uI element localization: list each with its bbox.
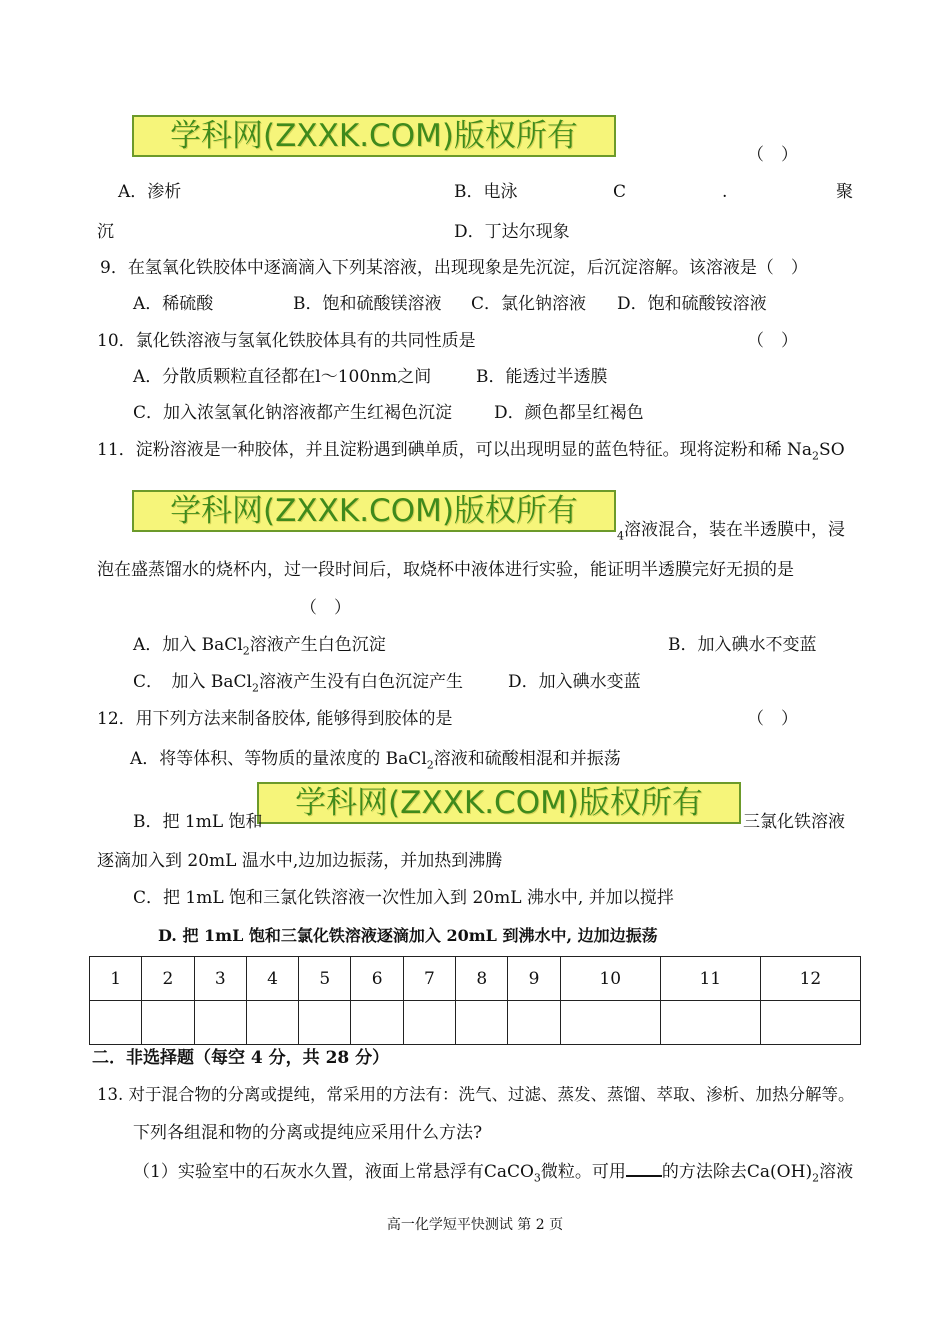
q10-option-d: D．颜色都呈红褐色 — [494, 403, 644, 423]
answer-table-header: 1 — [90, 957, 142, 1001]
answer-table-header: 7 — [403, 957, 455, 1001]
page-footer: 高一化学短平快测试 第 2 页 — [386, 1217, 564, 1233]
q13-part1 — [133, 1159, 853, 1189]
q8-option-c-letter: C — [613, 182, 627, 202]
q10-option-a: A．分散质颗粒直径都在l～100nm之间 — [133, 367, 432, 387]
q11-stem-line2 — [617, 519, 845, 547]
answer-cell[interactable] — [90, 1001, 142, 1045]
answer-table-header: 2 — [142, 957, 194, 1001]
answer-table-header: 8 — [456, 957, 508, 1001]
q8-option-c-text-cont: 沉 — [97, 222, 114, 242]
subscript: 4 — [617, 529, 624, 543]
answer-table-header: 4 — [246, 957, 298, 1001]
q11-stem-text-end: SO — [819, 440, 845, 460]
q11-option-a-text-end: 溶液产生白色沉淀 — [249, 635, 386, 655]
q8-option-c-dot: . — [722, 182, 728, 202]
q11-stem-text: 11．淀粉溶液是一种胶体，并且淀粉遇到碘单质，可以出现明显的蓝色特征。现将淀粉和稀 Na — [97, 440, 813, 460]
q13-part1-text: （1）实验室中的石灰水久置，液面上常悬浮有CaCO — [133, 1162, 534, 1182]
answer-cell[interactable] — [246, 1001, 298, 1045]
q12-stem: 12．用下列方法来制备胶体, 能够得到胶体的是 — [97, 709, 453, 729]
q11-option-c-text-end: 溶液产生没有白色沉淀产生 — [258, 672, 463, 692]
answer-cell[interactable] — [508, 1001, 560, 1045]
q12-option-a-text-end: 溶液和硫酸相混和并振荡 — [433, 749, 621, 769]
q9-option-d: D．饱和硫酸铵溶液 — [617, 294, 767, 314]
q10-option-c: C．加入浓氢氧化钠溶液都产生红褐色沉淀 — [133, 403, 453, 423]
answer-cell[interactable] — [403, 1001, 455, 1045]
q13-line2: 下列各组混和物的分离或提纯应采用什么方法? — [133, 1123, 483, 1143]
q8-option-a: A．渗析 — [118, 182, 182, 202]
q11-answer-paren: （ ） — [300, 598, 351, 618]
q11-option-a — [133, 634, 386, 662]
q12-option-a — [130, 748, 621, 776]
subscript: 3 — [533, 1171, 541, 1185]
q13-part1-text-mid: 微粒。可用 — [540, 1162, 626, 1182]
q12-option-b-line2: 逐滴加入到 20mL 温水中,边加边振荡，并加热到沸腾 — [97, 851, 503, 871]
q9-option-b: B．饱和硫酸镁溶液 — [293, 294, 442, 314]
q11-option-c-text: C． 加入 BaCl — [133, 672, 252, 692]
answer-cell[interactable] — [760, 1001, 860, 1045]
q9-stem: 9．在氢氧化铁胶体中逐滴滴入下列某溶液，出现现象是先沉淀，后沉淀溶解。该溶液是（ ） — [100, 258, 808, 278]
answer-cell[interactable] — [142, 1001, 194, 1045]
q11-option-a-text: A．加入 BaCl — [133, 635, 243, 655]
q12-answer-paren: （ ） — [747, 709, 798, 729]
q12-option-b: B．把 1mL 饱和 — [133, 812, 263, 832]
watermark-banner: 学科网(ZXXK.COM)版权所有 — [257, 782, 741, 824]
q10-answer-paren: （ ） — [747, 331, 798, 351]
q11-option-b: B．加入碘水不变蓝 — [668, 635, 817, 655]
q11-option-c — [133, 671, 463, 699]
q12-option-b-cont: 三氯化铁溶液 — [743, 812, 845, 832]
q11-stem-line1 — [97, 439, 845, 467]
q11-option-d: D．加入碘水变蓝 — [508, 672, 641, 692]
q10-stem: 10．氯化铁溶液与氢氧化铁胶体具有的共同性质是 — [97, 331, 476, 351]
answer-cell[interactable] — [560, 1001, 660, 1045]
answer-table-answer-row — [90, 1001, 861, 1045]
q10-option-b: B．能透过半透膜 — [476, 367, 608, 387]
watermark-banner: 学科网(ZXXK.COM)版权所有 — [132, 490, 616, 532]
q9-option-c: C．氯化钠溶液 — [471, 294, 587, 314]
subscript: 2 — [251, 681, 259, 695]
answer-cell[interactable] — [660, 1001, 760, 1045]
subscript: 2 — [426, 758, 434, 772]
q11-stem-line3: 泡在盛蒸馏水的烧杯内，过一段时间后，取烧杯中液体进行实验，能证明半透膜完好无损的是 — [97, 560, 794, 580]
answer-table-header: 6 — [351, 957, 403, 1001]
subscript: 2 — [812, 449, 820, 463]
q12-option-c: C．把 1mL 饱和三氯化铁溶液一次性加入到 20mL 沸水中, 并加以搅拌 — [133, 888, 674, 908]
section-title: 二．非选择题（每空 4 分，共 28 分） — [92, 1048, 390, 1068]
q12-option-d: D. 把 1mL 饱和三氯化铁溶液逐滴加入 20mL 到沸水中, 边加边振荡 — [158, 926, 658, 945]
q13-part1-text-post: 的方法除去Ca(OH) — [661, 1162, 813, 1182]
subscript: 2 — [242, 644, 250, 658]
answer-table — [89, 956, 861, 1045]
answer-table-header: 12 — [760, 957, 860, 1001]
subscript: 2 — [812, 1171, 820, 1185]
q9-option-a: A．稀硫酸 — [133, 294, 214, 314]
q8-option-b: B．电泳 — [454, 182, 518, 202]
q11-stem-text: 溶液混合，装在半透膜中，浸 — [624, 520, 845, 540]
q8-answer-paren: （ ） — [747, 145, 798, 165]
q13-stem: 13. 对于混合物的分离或提纯，常采用的方法有：洗气、过滤、蒸发、蒸馏、萃取、渗析、加热分解等。 — [97, 1085, 855, 1104]
answer-table-header: 10 — [560, 957, 660, 1001]
watermark-banner: 学科网(ZXXK.COM)版权所有 — [132, 115, 616, 157]
q12-option-a-text: A．将等体积、等物质的量浓度的 BaCl — [130, 749, 427, 769]
answer-cell[interactable] — [351, 1001, 403, 1045]
answer-table-header: 5 — [299, 957, 351, 1001]
answer-table-header: 11 — [660, 957, 760, 1001]
q8-option-d: D．丁达尔现象 — [454, 222, 570, 242]
answer-cell[interactable] — [194, 1001, 246, 1045]
answer-table-header: 9 — [508, 957, 560, 1001]
answer-table-header: 3 — [194, 957, 246, 1001]
q8-option-c-text: 聚 — [836, 182, 853, 202]
answer-cell[interactable] — [456, 1001, 508, 1045]
fill-in-blank[interactable] — [626, 1159, 662, 1177]
answer-table-header-row — [90, 957, 861, 1001]
q13-part1-text-end: 溶液 — [819, 1162, 854, 1182]
answer-cell[interactable] — [299, 1001, 351, 1045]
